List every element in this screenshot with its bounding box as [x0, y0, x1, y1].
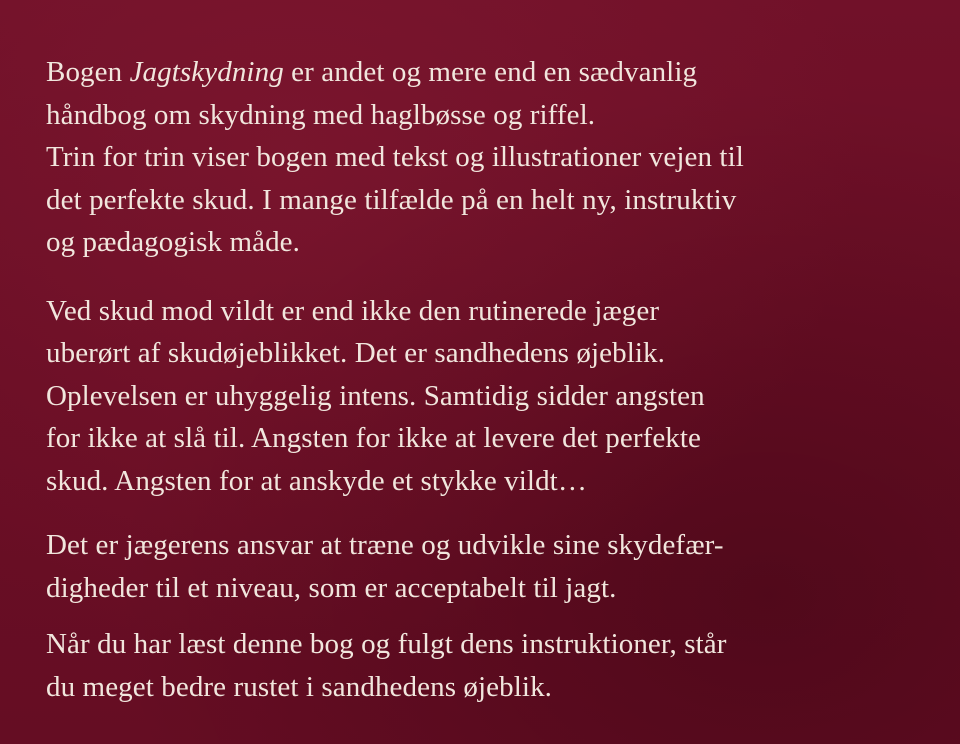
text-line	[46, 51, 926, 94]
text-line: Ved skud mod vildt er end ikke den rutinerede jæger	[46, 294, 660, 327]
text-line: for ikke at slå til. Angsten for ikke at levere det perfekte	[46, 422, 702, 454]
text-line: håndbog om skydning med haglbøsse og riffel.	[46, 98, 596, 131]
paragraph-moment-of-truth	[46, 290, 926, 503]
text-line: du meget bedre rustet i sandhedens øjeblik.	[46, 670, 553, 703]
text-line: digheder til et niveau, som er acceptabelt til jagt.	[46, 571, 617, 604]
text-line: Når du har læst denne bog og fulgt dens instruktioner, står	[46, 628, 727, 660]
paragraph-closing	[46, 623, 926, 708]
text-line: det perfekte skud. I mange tilfælde på en helt ny, instruktiv	[46, 183, 737, 216]
text-line: Oplevelsen er uhyggelig intens. Samtidig sidder angsten	[46, 379, 705, 412]
text-segment: Bogen	[46, 56, 130, 88]
text-segment: er andet og mere end en sædvanlig	[283, 56, 698, 88]
text-line: og pædagogisk måde.	[46, 226, 301, 258]
text-line: Det er jægerens ansvar at træne og udvikle sine skydefær-	[46, 529, 724, 561]
text-line: skud. Angsten for at anskyde et stykke vildt…	[46, 464, 587, 497]
text-line: Trin for trin viser bogen med tekst og illustrationer vejen til	[46, 141, 744, 173]
paragraph-responsibility	[46, 524, 926, 609]
paragraph-intro	[46, 51, 926, 264]
text-line: uberørt af skudøjeblikket. Det er sandhedens øjeblik.	[46, 337, 665, 369]
book-title-italic: Jagtskydning	[129, 56, 284, 88]
cover-text-block	[46, 51, 926, 708]
